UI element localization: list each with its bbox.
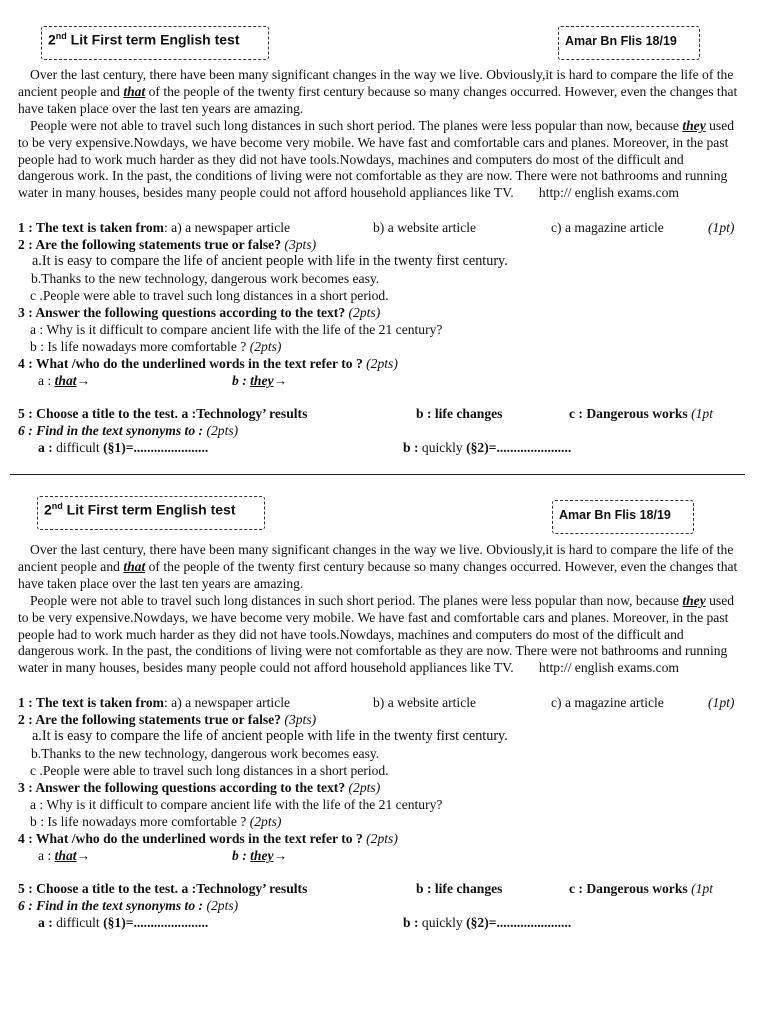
test-copy-1 bbox=[0, 0, 768, 472]
q6-label: 6 : Find in the text synonyms to : bbox=[18, 423, 204, 438]
source-url: http:// english exams.com bbox=[538, 660, 679, 676]
test-title-suffix: nd bbox=[55, 31, 67, 41]
q5-points: (1pt bbox=[691, 881, 714, 896]
reading-passage bbox=[18, 542, 742, 677]
q5-option-c: c : Dangerous works bbox=[569, 406, 688, 421]
question-2 bbox=[18, 236, 748, 253]
q3-points: (2pts) bbox=[348, 305, 381, 320]
question-4 bbox=[18, 355, 748, 372]
q4-word-they: they bbox=[250, 848, 274, 863]
underlined-they: they bbox=[682, 592, 706, 608]
q3-question-a: a : Why is it difficult to compare ancient life with the life of the 21 century? bbox=[30, 322, 443, 337]
q4-points: (2pts) bbox=[366, 356, 398, 371]
arrow-icon: → bbox=[76, 373, 91, 388]
question-1 bbox=[18, 219, 748, 236]
question-2 bbox=[18, 711, 748, 728]
test-title-box bbox=[41, 26, 269, 60]
q4-answers: a : that→ b : they→ bbox=[38, 373, 288, 388]
question-4 bbox=[18, 830, 748, 847]
q2-label: 2 : Are the following statements true or false? bbox=[18, 237, 282, 252]
q3-label: 3 : Answer the following questions according to the text? bbox=[18, 305, 346, 320]
q4-word-they: they bbox=[250, 373, 274, 388]
q3-question-b: b : Is life nowadays more comfortable ? (2pts) bbox=[30, 339, 282, 354]
q4-label: 4 : What /who do the underlined words in the text refer to ? bbox=[18, 356, 363, 371]
q6-items: a : difficult (§1)=...................... b : quickly (§2)=...................... bbox=[38, 915, 572, 930]
q1-points: (1pt) bbox=[708, 695, 735, 710]
reading-passage bbox=[18, 67, 742, 202]
paragraph-1: Over the last century, there have been many significant changes in the way we live. Obviously,it is hard to compare the life of the ancient people and that of the people of the twenty first century because so many changes occurred. However, even the changes that have taken place over the last ten years are amazing. bbox=[18, 542, 738, 591]
q2-label: 2 : Are the following statements true or false? bbox=[18, 712, 282, 727]
q5-option-b: b : life changes bbox=[416, 406, 503, 421]
arrow-icon: → bbox=[76, 848, 91, 863]
test-title-box bbox=[37, 496, 265, 530]
q5-option-c: c : Dangerous works bbox=[569, 881, 688, 896]
q2-statement-a: a.It is easy to compare the life of ancient people with life in the twenty first century. bbox=[32, 253, 508, 269]
q1-option-b: b) a website article bbox=[373, 695, 477, 710]
question-1 bbox=[18, 694, 748, 711]
q4-label: 4 : What /who do the underlined words in the text refer to ? bbox=[18, 831, 363, 846]
underlined-that: that bbox=[123, 83, 146, 99]
q2-points: (3pts) bbox=[284, 237, 317, 252]
q5-label: 5 : Choose a title to the test. bbox=[18, 406, 179, 421]
q3-question-a: a : Why is it difficult to compare ancient life with the life of the 21 century? bbox=[30, 797, 443, 812]
q6-items: a : difficult (§1)=...................... b : quickly (§2)=...................... bbox=[38, 440, 572, 455]
q6-points: (2pts) bbox=[206, 898, 239, 913]
arrow-icon: → bbox=[273, 848, 288, 863]
q2-points: (3pts) bbox=[284, 712, 317, 727]
paragraph-2: People were not able to travel such long distances in such short period. The planes were less popular than now, because they used to be very expensive.Nowdays, we have become very mobile. We have fast and comfortable cars and planes. Moreover, in the past people had to work much harder as they did not have tools.Nowdays, machines and computers do most of the difficult and dangerous work. In the past, the conditions of living were not comfortable as they are now. There were not bathrooms and running water in many houses, besides many people could not afford household appliances like TV. http:// english exams.com bbox=[18, 117, 735, 201]
q1-option-b: b) a website article bbox=[373, 220, 477, 235]
q1-option-a: : a) a newspaper article bbox=[164, 220, 291, 235]
test-title-number: 2 bbox=[44, 501, 52, 518]
q3-points: (2pts) bbox=[348, 780, 381, 795]
questions bbox=[18, 219, 748, 456]
q1-points: (1pt) bbox=[708, 220, 735, 235]
q1-label: 1 : The text is taken from bbox=[18, 695, 164, 710]
question-3 bbox=[18, 304, 748, 321]
teacher-box: Amar Bn Flis 18/19 bbox=[552, 500, 694, 534]
test-title: Lit First term English test bbox=[62, 501, 236, 518]
q4-points: (2pts) bbox=[366, 831, 398, 846]
q1-label: 1 : The text is taken from bbox=[18, 220, 164, 235]
source-url: http:// english exams.com bbox=[538, 185, 679, 201]
q2-statement-c: c .People were able to travel such long distances in a short period. bbox=[30, 763, 389, 778]
test-title: Lit First term English test bbox=[66, 31, 240, 48]
q5-label: 5 : Choose a title to the test. bbox=[18, 881, 179, 896]
q1-option-c: c) a magazine article bbox=[551, 695, 664, 710]
arrow-icon: → bbox=[273, 373, 288, 388]
test-title-number: 2 bbox=[48, 31, 56, 48]
q6-label: 6 : Find in the text synonyms to : bbox=[18, 898, 204, 913]
paragraph-2: People were not able to travel such long distances in such short period. The planes were less popular than now, because they used to be very expensive.Nowdays, we have become very mobile. We have fast and comfortable cars and planes. Moreover, in the past people had to work much harder as they did not have tools.Nowdays, machines and computers do most of the difficult and dangerous work. In the past, the conditions of living were not comfortable as they are now. There were not bathrooms and running water in many houses, besides many people could not afford household appliances like TV. http:// english exams.com bbox=[18, 592, 735, 676]
q3-question-b: b : Is life nowadays more comfortable ? (2pts) bbox=[30, 814, 282, 829]
q2-statement-b: b.Thanks to the new technology, dangerous work becomes easy. bbox=[31, 271, 380, 286]
cut-line-divider bbox=[10, 474, 745, 475]
question-5 bbox=[18, 405, 748, 422]
q2-statement-c: c .People were able to travel such long distances in a short period. bbox=[30, 288, 389, 303]
test-title-suffix: nd bbox=[51, 501, 63, 511]
question-3 bbox=[18, 779, 748, 796]
q5-points: (1pt bbox=[691, 406, 714, 421]
underlined-that: that bbox=[123, 558, 146, 574]
q5-option-a: a :Technology’ results bbox=[181, 406, 308, 421]
q3-label: 3 : Answer the following questions according to the text? bbox=[18, 780, 346, 795]
underlined-they: they bbox=[682, 117, 706, 133]
q5-option-b: b : life changes bbox=[416, 881, 503, 896]
teacher-box: Amar Bn Flis 18/19 bbox=[558, 26, 700, 60]
q4-word-that: that bbox=[54, 373, 77, 388]
question-6 bbox=[18, 897, 748, 914]
q4-word-that: that bbox=[54, 848, 77, 863]
q2-statement-b: b.Thanks to the new technology, dangerous work becomes easy. bbox=[31, 746, 380, 761]
question-6 bbox=[18, 422, 748, 439]
q1-option-a: : a) a newspaper article bbox=[164, 695, 291, 710]
q6-points: (2pts) bbox=[206, 423, 239, 438]
q2-statement-a: a.It is easy to compare the life of ancient people with life in the twenty first century. bbox=[32, 728, 508, 744]
q4-answers: a : that→ b : they→ bbox=[38, 848, 288, 863]
q5-option-a: a :Technology’ results bbox=[181, 881, 308, 896]
question-5 bbox=[18, 880, 748, 897]
questions bbox=[18, 694, 748, 931]
test-copy-2 bbox=[0, 476, 768, 948]
q1-option-c: c) a magazine article bbox=[551, 220, 664, 235]
paragraph-1: Over the last century, there have been many significant changes in the way we live. Obviously,it is hard to compare the life of the ancient people and that of the people of the twenty first century because so many changes occurred. However, even the changes that have taken place over the last ten years are amazing. bbox=[18, 67, 738, 116]
